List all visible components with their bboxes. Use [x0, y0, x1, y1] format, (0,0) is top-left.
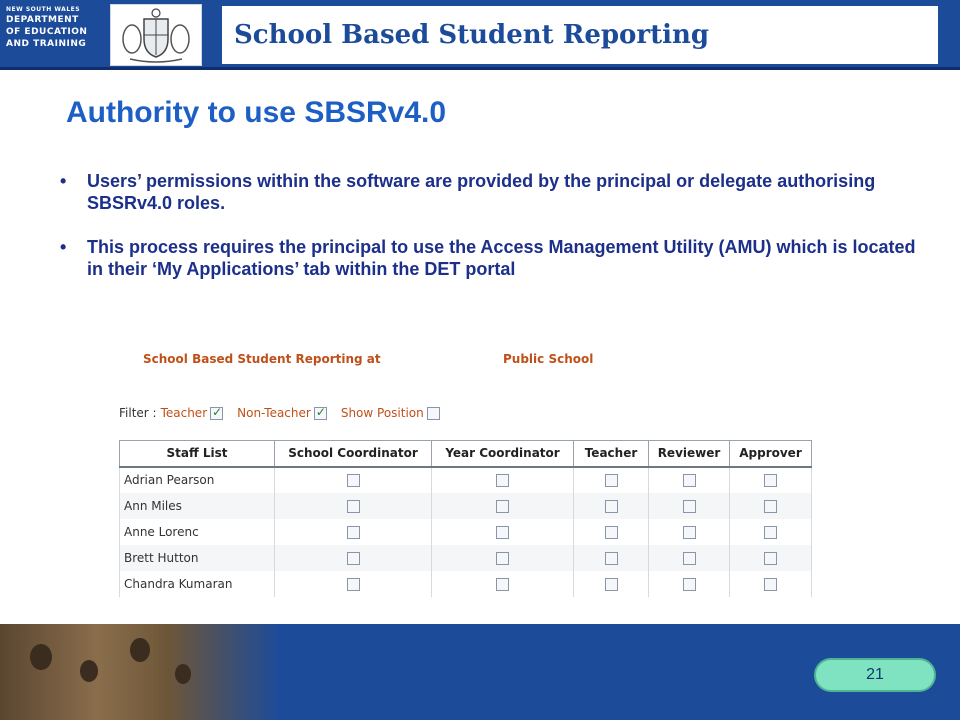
role-checkbox-teacher[interactable]	[605, 526, 618, 539]
app-title-school: Public School	[503, 352, 594, 366]
role-checkbox-approver[interactable]	[764, 474, 777, 487]
table-header-row	[120, 441, 812, 467]
filter-show-position-checkbox[interactable]	[427, 407, 440, 420]
table-row	[120, 519, 812, 545]
filter-label: Filter :	[119, 406, 157, 420]
role-checkbox-approver[interactable]	[764, 552, 777, 565]
staff-roles-table	[119, 440, 812, 597]
app-title-prefix: School Based Student Reporting at	[143, 352, 381, 366]
table-row	[120, 467, 812, 493]
role-checkbox-year-coordinator[interactable]	[496, 578, 509, 591]
filter-non-teacher-checkbox[interactable]	[314, 407, 327, 420]
header-banner	[0, 0, 960, 70]
department-logo-text	[6, 6, 106, 62]
dept-line-4: AND TRAINING	[6, 39, 87, 49]
classroom-photo	[0, 624, 280, 720]
filter-show-position-label: Show Position	[340, 406, 424, 420]
filter-teacher-label: Teacher	[160, 406, 208, 420]
bullet-item-permissions: • Users’ permissions within the software are provided by the principal or delegate authorising SBSRv4.0 roles.	[60, 170, 920, 214]
footer-bar	[0, 624, 960, 720]
role-checkbox-teacher[interactable]	[605, 500, 618, 513]
role-checkbox-reviewer[interactable]	[683, 526, 696, 539]
staff-name: Ann Miles	[120, 493, 275, 519]
nsw-coat-of-arms-icon	[110, 4, 202, 66]
role-checkbox-approver[interactable]	[764, 500, 777, 513]
filter-teacher-checkbox[interactable]	[210, 407, 223, 420]
role-checkbox-school-coordinator[interactable]	[347, 474, 360, 487]
role-checkbox-teacher[interactable]	[605, 552, 618, 565]
role-checkbox-teacher[interactable]	[605, 474, 618, 487]
role-checkbox-school-coordinator[interactable]	[347, 526, 360, 539]
column-header-reviewer: Reviewer	[649, 441, 730, 467]
role-checkbox-school-coordinator[interactable]	[347, 578, 360, 591]
role-checkbox-approver[interactable]	[764, 578, 777, 591]
table-row	[120, 493, 812, 519]
app-title	[143, 352, 594, 366]
staff-name: Adrian Pearson	[120, 467, 275, 493]
role-checkbox-reviewer[interactable]	[683, 552, 696, 565]
table-row	[120, 545, 812, 571]
column-header-approver: Approver	[730, 441, 812, 467]
column-header-school-coordinator: School Coordinator	[275, 441, 432, 467]
role-checkbox-reviewer[interactable]	[683, 578, 696, 591]
role-checkbox-reviewer[interactable]	[683, 474, 696, 487]
filter-bar	[119, 406, 454, 420]
role-checkbox-reviewer[interactable]	[683, 500, 696, 513]
amu-screenshot	[117, 344, 813, 604]
role-checkbox-teacher[interactable]	[605, 578, 618, 591]
slide-title: Authority to use SBSRv4.0	[66, 96, 447, 129]
staff-name: Chandra Kumaran	[120, 571, 275, 597]
role-checkbox-approver[interactable]	[764, 526, 777, 539]
banner-title: School Based Student Reporting	[222, 6, 938, 64]
role-checkbox-year-coordinator[interactable]	[496, 500, 509, 513]
role-checkbox-school-coordinator[interactable]	[347, 552, 360, 565]
staff-name: Anne Lorenc	[120, 519, 275, 545]
role-checkbox-year-coordinator[interactable]	[496, 474, 509, 487]
page-number-badge: 21	[814, 658, 936, 692]
filter-non-teacher-label: Non-Teacher	[237, 406, 311, 420]
dept-line-1: NEW SOUTH WALES	[6, 6, 81, 13]
column-header-year-coordinator: Year Coordinator	[432, 441, 574, 467]
role-checkbox-school-coordinator[interactable]	[347, 500, 360, 513]
bullet-item-amu: • This process requires the principal to use the Access Management Utility (AMU) which is located in their ‘My Applications’ tab within the DET portal	[60, 236, 920, 280]
dept-line-3: OF EDUCATION	[6, 27, 88, 37]
role-checkbox-year-coordinator[interactable]	[496, 552, 509, 565]
dept-line-2: DEPARTMENT	[6, 15, 79, 25]
staff-name: Brett Hutton	[120, 545, 275, 571]
column-header-staff-list: Staff List	[120, 441, 275, 467]
role-checkbox-year-coordinator[interactable]	[496, 526, 509, 539]
table-row	[120, 571, 812, 597]
bullet-list	[60, 170, 920, 302]
column-header-teacher: Teacher	[574, 441, 649, 467]
